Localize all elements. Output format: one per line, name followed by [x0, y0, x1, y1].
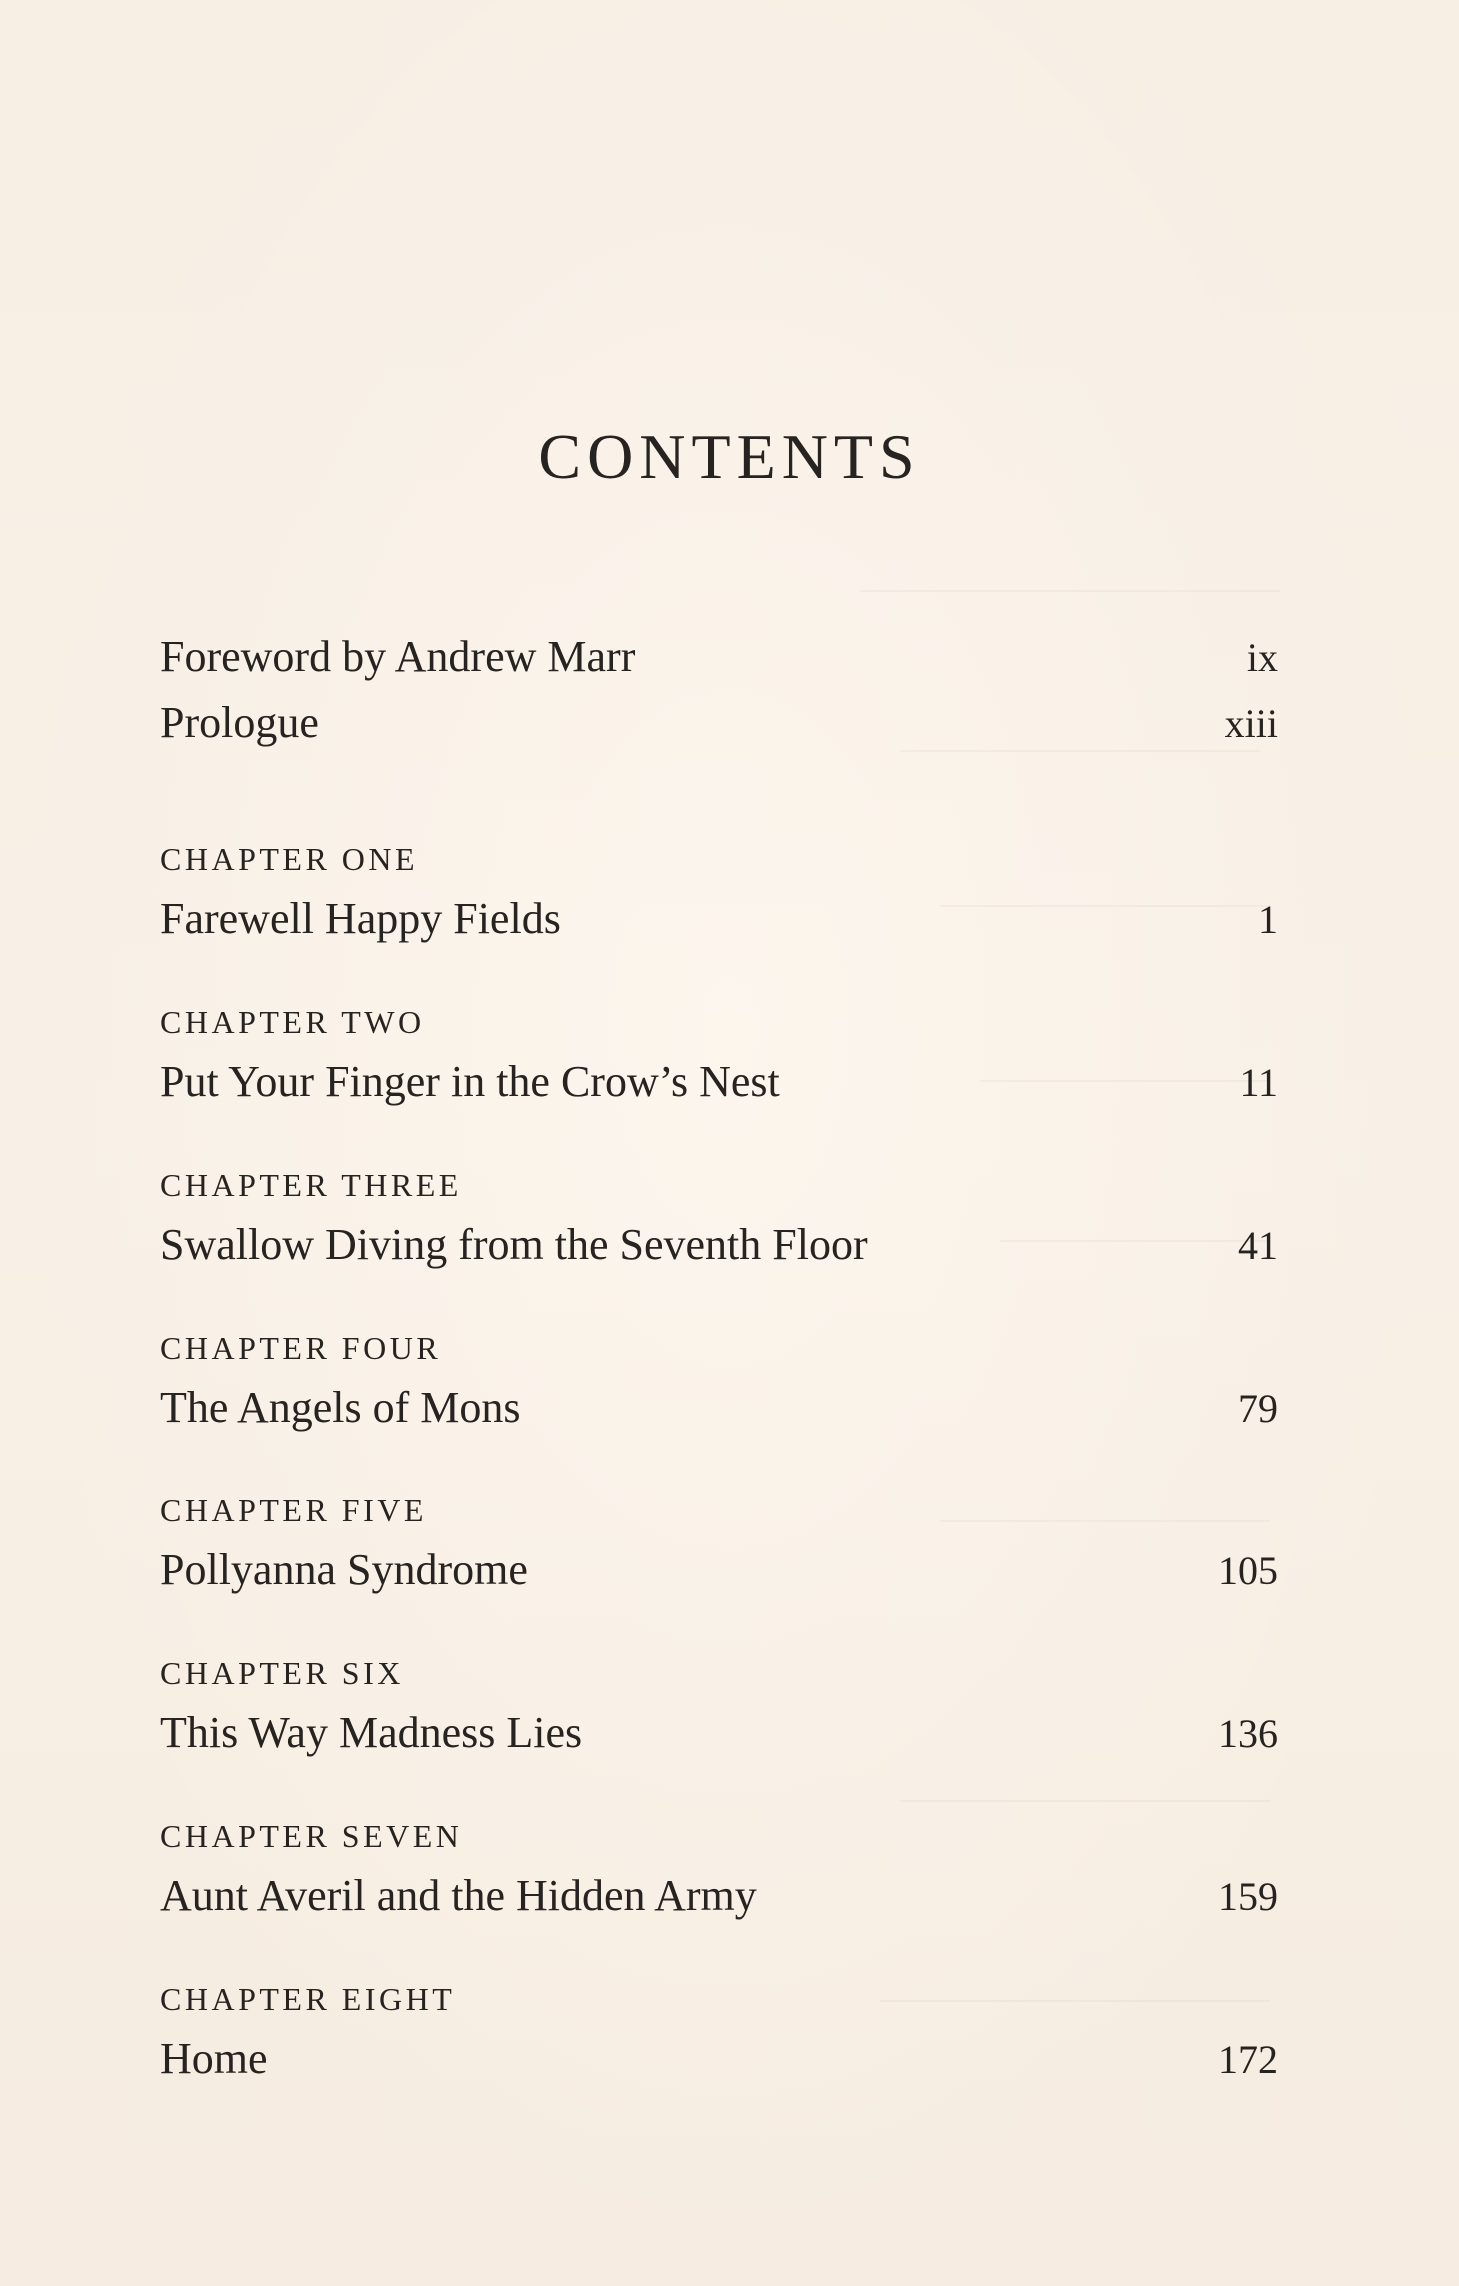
chapter-label: CHAPTER TWO — [160, 1004, 425, 1040]
toc-entry-foreword — [160, 632, 1278, 681]
entry-title: Farewell Happy Fields — [160, 894, 561, 943]
entry-page-number: 105 — [1218, 1548, 1278, 1593]
show-through-line — [900, 750, 1260, 752]
show-through-line — [900, 1800, 1270, 1802]
toc-entry-chapter-3 — [160, 1220, 1278, 1269]
toc-entry-chapter-6 — [160, 1708, 1278, 1757]
toc-entry-chapter-5 — [160, 1545, 1278, 1594]
chapter-label: CHAPTER EIGHT — [160, 1981, 456, 2017]
entry-page-number: 159 — [1218, 1874, 1278, 1919]
entry-page-number: 79 — [1238, 1386, 1278, 1431]
entry-title: Pollyanna Syndrome — [160, 1545, 528, 1594]
toc-entry-prologue — [160, 698, 1278, 747]
entry-title: Home — [160, 2034, 268, 2083]
page-title: CONTENTS — [538, 421, 921, 492]
entry-page-number: 1 — [1258, 897, 1278, 942]
chapter-label: CHAPTER SIX — [160, 1655, 404, 1691]
entry-page-number: 11 — [1239, 1060, 1278, 1105]
show-through-line — [880, 2000, 1270, 2002]
toc-entry-chapter-4 — [160, 1383, 1278, 1432]
entry-title: Foreword by Andrew Marr — [160, 632, 636, 681]
toc-entry-chapter-7 — [160, 1871, 1278, 1920]
entry-title: This Way Madness Lies — [160, 1708, 583, 1757]
toc-entry-chapter-8 — [160, 2034, 1278, 2083]
entry-title: The Angels of Mons — [160, 1383, 521, 1432]
chapter-label: CHAPTER SEVEN — [160, 1818, 463, 1854]
chapter-label: CHAPTER ONE — [160, 841, 419, 877]
chapter-label: CHAPTER FIVE — [160, 1492, 427, 1528]
chapter-label: CHAPTER THREE — [160, 1167, 462, 1203]
chapter-label: CHAPTER FOUR — [160, 1330, 442, 1366]
entry-title: Swallow Diving from the Seventh Floor — [160, 1220, 868, 1269]
show-through-line — [860, 590, 1280, 592]
entry-page-number: ix — [1246, 635, 1278, 680]
entry-page-number: 172 — [1218, 2037, 1278, 2082]
toc-entry-chapter-1 — [160, 894, 1278, 943]
entry-title: Aunt Averil and the Hidden Army — [160, 1871, 757, 1920]
toc-entry-chapter-2 — [160, 1057, 1278, 1106]
show-through-line — [940, 1520, 1270, 1522]
entry-page-number: 41 — [1238, 1223, 1278, 1268]
entry-page-number: 136 — [1218, 1711, 1278, 1756]
entry-title: Put Your Finger in the Crow’s Nest — [160, 1057, 780, 1106]
entry-page-number: xiii — [1224, 701, 1278, 746]
entry-title: Prologue — [160, 698, 319, 747]
